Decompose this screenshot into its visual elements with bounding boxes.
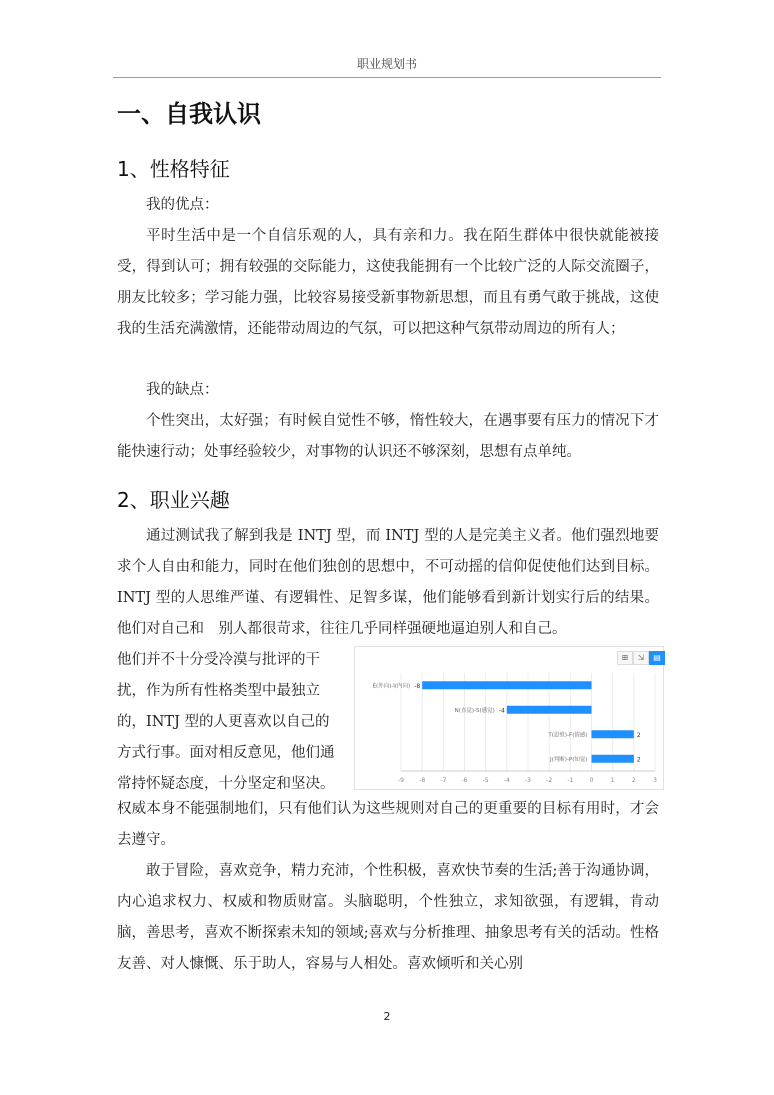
chart-tool-data-icon[interactable]: ⊞ (617, 651, 633, 665)
interest-paragraph-1-cont: 权威本身不能强制地们，只有他们认为这些规则对自己的更重要的目标有用时，才会去遵守。 (117, 801, 659, 848)
chart-bar (592, 755, 634, 763)
strengths-label: 我的优点： (146, 197, 219, 213)
weaknesses-paragraph: 个性突出，太好强；有时候自觉性不够，惰性较大，在遇事要有压力的情况下才能快速行动；处事经验较少，对事物的认识还不够深刻，思想有点单纯。 (117, 413, 659, 460)
category-label: T(思维)-F(情感) (548, 732, 588, 739)
interest-paragraph-1: 通过测试我了解到我是 INTJ 型，而 INTJ 型的人是完美主义者。他们强烈地要求个人自由和能力，同时在他们独创的思想中，不可动摇的信仰促使他们达到目标。INTJ 型的人思维严谨、有逻辑性、足智多谋，他们能够看到新计划实行后的结果。他们对自己和 别人都很苛求，往往几乎同样强硬地逼迫别人和自己。 (117, 528, 659, 637)
x-tick-label: 2 (631, 777, 636, 784)
x-tick-label: -7 (440, 777, 447, 784)
page-header: 职业规划书 (356, 57, 417, 71)
wrap-line: 常持怀疑态度，十分坚定和坚决。 (117, 776, 335, 792)
wrap-line: 他们并不十分受冷漠与批评的干 (117, 652, 320, 668)
x-tick-label: -4 (503, 777, 510, 784)
page-number: 2 (383, 1010, 391, 1023)
chart-plot (355, 647, 663, 789)
weaknesses-label: 我的缺点： (146, 382, 219, 398)
x-tick-label: -1 (567, 777, 574, 784)
header-rule (113, 77, 661, 78)
subsection-title-interest: 2、职业兴趣 (117, 488, 230, 512)
wrap-line: 方式行事。面对相反意见，他们通 (117, 745, 335, 761)
wrap-text-block (117, 645, 352, 800)
category-label: J(判断)-P(知觉) (549, 756, 588, 763)
wrap-line: 的，INTJ 型的人更喜欢以自己的 (117, 714, 330, 730)
strengths-paragraph: 平时生活中是一个自信乐观的人，具有亲和力。我在陌生群体中很快就能被接受，得到认可；拥有较强的交际能力，这使我能拥有一个比较广泛的人际交流圈子，朋友比较多；学习能力强，比较容易接受新事物新思想，而且有勇气敢于挑战，这使我的生活充满激情，还能带动周边的气氛，可以把这种气氛带动周边的所有人； (117, 228, 659, 337)
chart-bar (592, 730, 634, 738)
x-tick-label: -2 (546, 777, 553, 784)
x-tick-label: -8 (419, 777, 426, 784)
x-tick-label: -3 (525, 777, 531, 784)
x-tick-label: 3 (653, 777, 657, 784)
data-label: -4 (498, 707, 505, 715)
x-tick-label: 1 (610, 777, 615, 784)
chart-bar (422, 681, 591, 689)
x-tick-label: 0 (589, 777, 594, 784)
x-tick-label: -6 (461, 777, 468, 784)
data-label: -8 (414, 682, 421, 690)
wrap-line: 扰，作为所有性格类型中最独立 (117, 683, 320, 699)
x-tick-label: -5 (482, 777, 489, 784)
category-label: N(直觉)-S(感觉) (454, 707, 495, 714)
section-title: 一、自我认识 (117, 100, 261, 128)
x-tick-label: -9 (398, 777, 404, 784)
chart-tool-bar-icon[interactable]: ▤ (649, 651, 665, 665)
data-label: 2 (636, 731, 641, 739)
category-label: E(外向)-I(内向) (372, 683, 411, 690)
interest-paragraph-2: 敢于冒险，喜欢竞争，精力充沛，个性积极，喜欢快节奏的生活;善于沟通协调，内心追求权力、权威和物质财富。头脑聪明，个性独立，求知欲强，有逻辑，肯动脑，善思考，喜欢不断探索未知的领域;喜欢与分析推理、抽象思考有关的活动。性格友善、对人慷慨、乐于助人，容易与人相处。喜欢倾听和关心别 (117, 863, 659, 972)
chart-tool-line-icon[interactable]: ⇲ (633, 651, 649, 665)
data-label: 2 (636, 756, 641, 764)
chart-bar (507, 706, 592, 714)
subsection-title-personality: 1、性格特征 (117, 157, 230, 181)
mbti-chart (354, 646, 664, 790)
